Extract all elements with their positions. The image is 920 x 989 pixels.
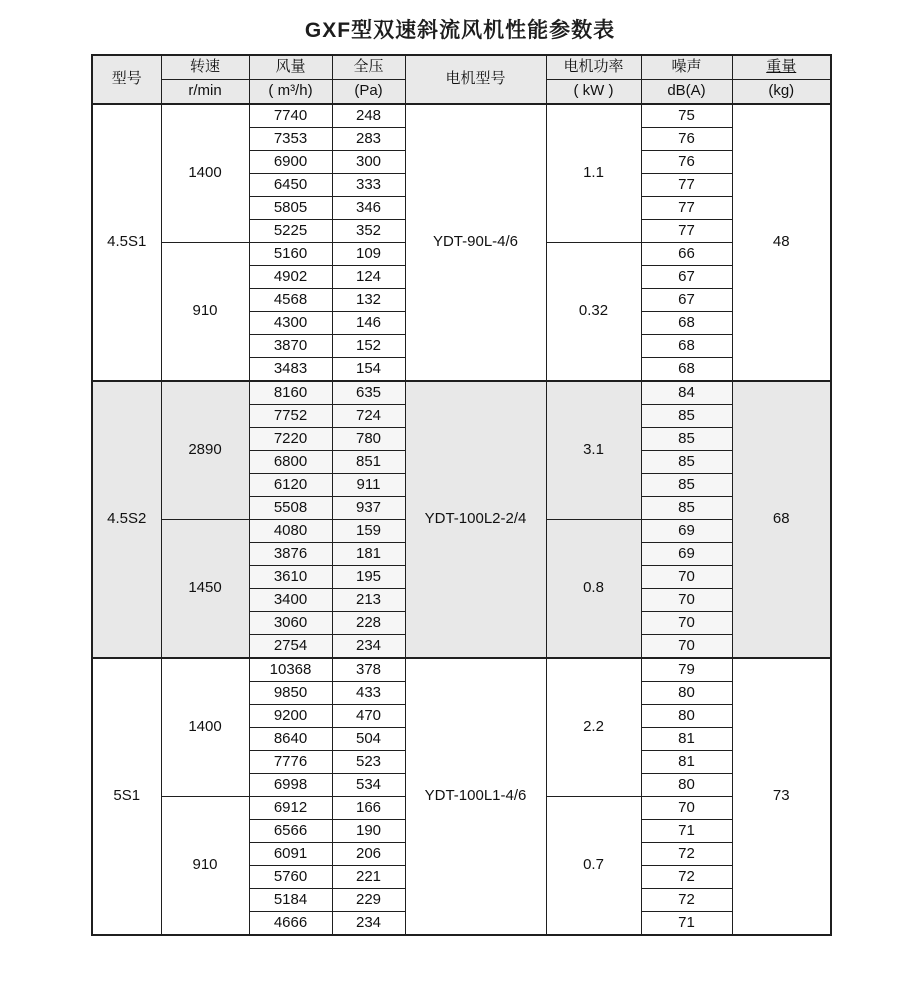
pressure-cell: 523	[332, 751, 405, 774]
weight-cell: 48	[732, 104, 831, 381]
noise-cell: 70	[641, 589, 732, 612]
noise-cell: 81	[641, 751, 732, 774]
table-body	[92, 104, 831, 935]
airflow-cell: 4080	[249, 520, 332, 543]
airflow-cell: 3060	[249, 612, 332, 635]
airflow-cell: 7353	[249, 128, 332, 151]
pressure-cell: 333	[332, 174, 405, 197]
airflow-cell: 10368	[249, 658, 332, 682]
noise-cell: 80	[641, 682, 732, 705]
power-cell: 0.32	[546, 243, 641, 382]
pressure-cell: 300	[332, 151, 405, 174]
airflow-cell: 5805	[249, 197, 332, 220]
airflow-cell: 6900	[249, 151, 332, 174]
pressure-cell: 851	[332, 451, 405, 474]
noise-cell: 84	[641, 381, 732, 405]
motor-cell: YDT-100L2-2/4	[405, 381, 546, 658]
airflow-cell: 3610	[249, 566, 332, 589]
airflow-cell: 7740	[249, 104, 332, 128]
pressure-cell: 470	[332, 705, 405, 728]
pressure-cell: 234	[332, 912, 405, 936]
pressure-cell: 780	[332, 428, 405, 451]
pressure-cell: 911	[332, 474, 405, 497]
table-row	[92, 104, 831, 128]
airflow-cell: 7776	[249, 751, 332, 774]
pressure-cell: 146	[332, 312, 405, 335]
airflow-cell: 6998	[249, 774, 332, 797]
pressure-cell: 195	[332, 566, 405, 589]
airflow-cell: 5184	[249, 889, 332, 912]
noise-cell: 67	[641, 266, 732, 289]
airflow-cell: 5160	[249, 243, 332, 266]
header-motor: 电机型号	[405, 55, 546, 104]
speed-cell: 1400	[161, 104, 249, 243]
pressure-cell: 352	[332, 220, 405, 243]
airflow-cell: 8640	[249, 728, 332, 751]
pressure-cell: 221	[332, 866, 405, 889]
fan-performance-table	[91, 54, 832, 936]
header-pressure: 全压	[332, 55, 405, 80]
pressure-cell: 433	[332, 682, 405, 705]
airflow-cell: 7220	[249, 428, 332, 451]
speed-cell: 910	[161, 243, 249, 382]
power-cell: 2.2	[546, 658, 641, 797]
table-row	[92, 658, 831, 682]
airflow-cell: 5508	[249, 497, 332, 520]
noise-cell: 70	[641, 635, 732, 659]
power-cell: 1.1	[546, 104, 641, 243]
airflow-cell: 6800	[249, 451, 332, 474]
power-cell: 3.1	[546, 381, 641, 520]
noise-cell: 77	[641, 220, 732, 243]
noise-cell: 85	[641, 451, 732, 474]
header-noise: 噪声	[641, 55, 732, 80]
pressure-cell: 724	[332, 405, 405, 428]
pressure-cell: 229	[332, 889, 405, 912]
motor-cell: YDT-90L-4/6	[405, 104, 546, 381]
noise-cell: 77	[641, 197, 732, 220]
pressure-cell: 635	[332, 381, 405, 405]
pressure-cell: 109	[332, 243, 405, 266]
noise-cell: 85	[641, 497, 732, 520]
noise-cell: 70	[641, 612, 732, 635]
model-cell: 4.5S2	[92, 381, 161, 658]
airflow-cell: 4666	[249, 912, 332, 936]
noise-cell: 71	[641, 912, 732, 936]
model-cell: 5S1	[92, 658, 161, 935]
speed-cell: 2890	[161, 381, 249, 520]
airflow-cell: 6091	[249, 843, 332, 866]
pressure-cell: 534	[332, 774, 405, 797]
airflow-cell: 7752	[249, 405, 332, 428]
airflow-cell: 9200	[249, 705, 332, 728]
noise-cell: 71	[641, 820, 732, 843]
weight-cell: 73	[732, 658, 831, 935]
noise-cell: 72	[641, 843, 732, 866]
noise-cell: 85	[641, 405, 732, 428]
pressure-cell: 190	[332, 820, 405, 843]
noise-cell: 81	[641, 728, 732, 751]
noise-cell: 72	[641, 889, 732, 912]
airflow-cell: 5760	[249, 866, 332, 889]
header-airflow-unit: ( m³/h)	[249, 80, 332, 105]
speed-cell: 1400	[161, 658, 249, 797]
noise-cell: 69	[641, 543, 732, 566]
airflow-cell: 6912	[249, 797, 332, 820]
pressure-cell: 181	[332, 543, 405, 566]
pressure-cell: 248	[332, 104, 405, 128]
noise-cell: 68	[641, 335, 732, 358]
airflow-cell: 6120	[249, 474, 332, 497]
power-cell: 0.8	[546, 520, 641, 659]
airflow-cell: 3870	[249, 335, 332, 358]
pressure-cell: 228	[332, 612, 405, 635]
noise-cell: 72	[641, 866, 732, 889]
airflow-cell: 6566	[249, 820, 332, 843]
noise-cell: 76	[641, 128, 732, 151]
airflow-cell: 6450	[249, 174, 332, 197]
pressure-cell: 154	[332, 358, 405, 382]
pressure-cell: 206	[332, 843, 405, 866]
pressure-cell: 159	[332, 520, 405, 543]
pressure-cell: 132	[332, 289, 405, 312]
model-cell: 4.5S1	[92, 104, 161, 381]
header-pressure-unit: (Pa)	[332, 80, 405, 105]
pressure-cell: 166	[332, 797, 405, 820]
pressure-cell: 283	[332, 128, 405, 151]
pressure-cell: 234	[332, 635, 405, 659]
header-noise-unit: dB(A)	[641, 80, 732, 105]
noise-cell: 85	[641, 428, 732, 451]
airflow-cell: 5225	[249, 220, 332, 243]
noise-cell: 76	[641, 151, 732, 174]
noise-cell: 67	[641, 289, 732, 312]
header-weight: 重量	[732, 55, 831, 80]
airflow-cell: 3400	[249, 589, 332, 612]
noise-cell: 80	[641, 705, 732, 728]
noise-cell: 77	[641, 174, 732, 197]
power-cell: 0.7	[546, 797, 641, 936]
header-airflow: 风量	[249, 55, 332, 80]
airflow-cell: 4902	[249, 266, 332, 289]
noise-cell: 75	[641, 104, 732, 128]
pressure-cell: 213	[332, 589, 405, 612]
airflow-cell: 3483	[249, 358, 332, 382]
pressure-cell: 937	[332, 497, 405, 520]
airflow-cell: 4300	[249, 312, 332, 335]
table-row	[92, 381, 831, 405]
pressure-cell: 378	[332, 658, 405, 682]
airflow-cell: 3876	[249, 543, 332, 566]
airflow-cell: 4568	[249, 289, 332, 312]
noise-cell: 69	[641, 520, 732, 543]
noise-cell: 68	[641, 358, 732, 382]
header-power: 电机功率	[546, 55, 641, 80]
pressure-cell: 346	[332, 197, 405, 220]
noise-cell: 80	[641, 774, 732, 797]
header-power-unit: ( kW )	[546, 80, 641, 105]
noise-cell: 70	[641, 797, 732, 820]
page-title: GXF型双速斜流风机性能参数表	[304, 19, 616, 42]
speed-cell: 910	[161, 797, 249, 936]
header-weight-unit: (kg)	[732, 80, 831, 105]
airflow-cell: 2754	[249, 635, 332, 659]
header-model: 型号	[92, 55, 161, 104]
header-speed-unit: r/min	[161, 80, 249, 105]
pressure-cell: 504	[332, 728, 405, 751]
airflow-cell: 8160	[249, 381, 332, 405]
airflow-cell: 9850	[249, 682, 332, 705]
noise-cell: 70	[641, 566, 732, 589]
weight-cell: 68	[732, 381, 831, 658]
header-speed: 转速	[161, 55, 249, 80]
pressure-cell: 124	[332, 266, 405, 289]
noise-cell: 79	[641, 658, 732, 682]
speed-cell: 1450	[161, 520, 249, 659]
pressure-cell: 152	[332, 335, 405, 358]
noise-cell: 85	[641, 474, 732, 497]
noise-cell: 66	[641, 243, 732, 266]
motor-cell: YDT-100L1-4/6	[405, 658, 546, 935]
noise-cell: 68	[641, 312, 732, 335]
table-header	[92, 55, 831, 104]
